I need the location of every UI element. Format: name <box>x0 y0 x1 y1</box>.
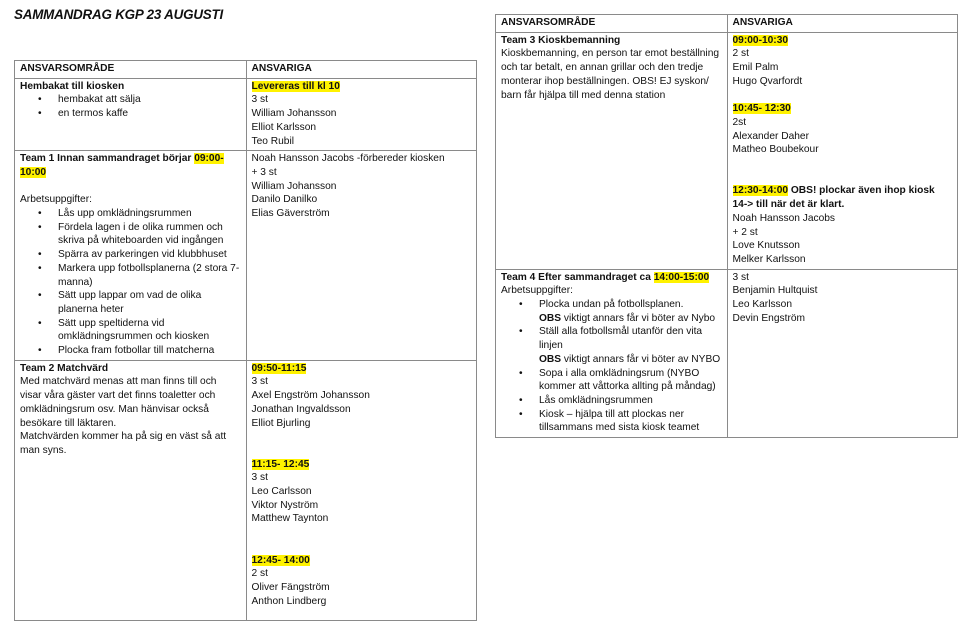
time-highlight: 09:00- <box>194 153 224 165</box>
document-title: SAMMANDRAG KGP 23 AUGUSTI <box>14 7 224 22</box>
row-heading: Team 3 Kioskbemanning <box>501 34 621 46</box>
responsible-cell <box>727 269 957 437</box>
count: + 2 st <box>732 226 758 238</box>
count: 3 st <box>251 94 268 106</box>
person: Leo Karlsson <box>732 299 792 311</box>
bullet-list <box>20 93 241 120</box>
header-area: ANSVARSOMRÅDE <box>15 61 247 79</box>
person: Alexander Daher <box>732 130 809 142</box>
row-heading: Team 1 Innan sammandraget börjar 09:00- 10:00 <box>20 153 224 178</box>
header-area: ANSVARSOMRÅDE <box>496 15 728 33</box>
right-schedule-table <box>495 14 958 438</box>
time-highlight: 10:00 <box>20 166 47 178</box>
list-item: • Plocka undan på fotbollsplanen. OBS viktigt annars får vi böter av Nybo <box>539 298 722 325</box>
row-heading: Team 2 Matchvärd <box>20 362 109 374</box>
lead-person: Noah Hansson Jacobs -förbereder kiosken <box>251 153 445 165</box>
description: Matchvärden kommer ha på sig en väst så att man syns. <box>20 431 227 456</box>
description: Kioskbemanning, en person tar emot beställning och tar betalt, en annan grillar och den tredje monterar ihop beställningen. OBS! EJ syskon/ barn får hjälpa till med denna station <box>501 48 720 101</box>
list-item: • Lås upp omklädningsrummen <box>58 207 241 221</box>
header-responsible: ANSVARIGA <box>727 15 957 33</box>
time-highlight: 10:45- 12:30 <box>732 103 791 115</box>
person: Elliot Karlsson <box>251 121 317 133</box>
area-cell <box>15 360 247 621</box>
count: 2st <box>732 116 747 128</box>
count: 3 st <box>732 271 749 283</box>
responsible-cell <box>246 151 476 361</box>
person: William Johansson <box>251 108 337 120</box>
list-item: • Spärra av parkeringen vid klubbhuset <box>58 248 241 262</box>
bullet-list <box>20 207 241 358</box>
row-heading: Hembakat till kiosken <box>20 80 125 92</box>
person: Matthew Taynton <box>251 513 329 525</box>
time-highlight: 14:00-15:00 <box>653 271 710 283</box>
table-row-team1 <box>15 151 477 361</box>
person: Emil Palm <box>732 62 779 74</box>
time-highlight: 12:45- 14:00 <box>251 554 310 566</box>
table-header-row <box>496 15 958 33</box>
obs-label: OBS <box>539 353 562 365</box>
list-item: • en termos kaffe <box>58 107 241 121</box>
list-item: • Lås omklädningsrummen <box>539 394 722 408</box>
area-cell <box>496 32 728 269</box>
table-row-team3 <box>496 32 958 269</box>
count: 3 st <box>251 376 268 388</box>
bullet-list <box>501 298 722 435</box>
table-row-hembakat <box>15 78 477 151</box>
person: Jonathan Ingvaldsson <box>251 403 351 415</box>
table-row-team4 <box>496 269 958 437</box>
time-highlight: 12:30-14:00 <box>732 185 789 197</box>
responsible-cell <box>246 78 476 151</box>
count: 3 st <box>251 472 268 484</box>
person: Melker Karlsson <box>732 253 806 265</box>
list-item: • Sopa i alla omklädningsrum (NYBO kommer att våttorka allting på måndag) <box>539 367 722 394</box>
person: Oliver Fängström <box>251 581 330 593</box>
description: Med matchvärd menas att man finns till och visar våra gäster vart det finns toaletter och omklädningsrum osv. Man hänvisar också besökare till läktaren. <box>20 376 217 429</box>
person: Hugo Qvarfordt <box>732 75 803 87</box>
list-item: • Fördela lagen i de olika rummen och skriva på whiteboarden vid ingången <box>58 221 241 248</box>
list-item: • Plocka fram fotbollar till matcherna <box>58 344 241 358</box>
list-item: • Markera upp fotbollsplanerna (2 stora 7-manna) <box>58 262 241 289</box>
lead-person: Noah Hansson Jacobs <box>732 212 836 224</box>
person: Teo Rubil <box>251 135 294 147</box>
tasks-label: Arbetsuppgifter: <box>501 285 573 297</box>
responsible-cell <box>246 360 476 621</box>
tasks-label: Arbetsuppgifter: <box>20 194 92 206</box>
person: William Johansson <box>251 180 337 192</box>
table-header-row <box>15 61 477 79</box>
obs-label: OBS <box>539 312 562 324</box>
row-heading: Team 4 Efter sammandraget ca 14:00-15:00 <box>501 271 710 283</box>
list-item: • hembakat att sälja <box>58 93 241 107</box>
time-highlight: 09:50-11:15 <box>251 362 307 374</box>
person: Matheo Boubekour <box>732 144 819 156</box>
shift-heading <box>733 184 952 211</box>
responsible-cell <box>727 32 957 269</box>
person: Axel Engström Johansson <box>251 390 370 402</box>
list-item: • Ställ alla fotbollsmål utanför den vita linjen OBS viktigt annars får vi böter av NYBO <box>539 325 722 366</box>
list-item: • Kiosk – hjälpa till att plockas ner tillsammans med sista kiosk teamet <box>539 408 722 435</box>
count: 2 st <box>732 48 749 60</box>
count: + 3 st <box>251 166 277 178</box>
time-highlight: 09:00-10:30 <box>732 34 789 46</box>
person: Love Knutsson <box>732 240 800 252</box>
shift-note: OBS! plockar även ihop kiosk 14-> till när det är klart. <box>732 185 935 211</box>
area-cell <box>15 151 247 361</box>
area-cell <box>15 78 247 151</box>
table-row-team2 <box>15 360 477 621</box>
time-highlight: 11:15- 12:45 <box>251 458 310 470</box>
person: Danilo Danilko <box>251 194 318 206</box>
count: 2 st <box>251 568 268 580</box>
person: Benjamin Hultquist <box>732 285 818 297</box>
person: Elliot Bjurling <box>251 417 311 429</box>
header-responsible: ANSVARIGA <box>246 61 476 79</box>
list-item: • Sätt upp lappar om vad de olika planerna heter <box>58 289 241 316</box>
time-highlight: Levereras till kl 10 <box>251 80 340 92</box>
person: Anthon Lindberg <box>251 595 327 607</box>
person: Devin Engström <box>732 312 805 324</box>
person: Elias Gäverström <box>251 208 330 220</box>
person: Leo Carlsson <box>251 486 312 498</box>
person: Viktor Nyström <box>251 499 319 511</box>
left-schedule-table <box>14 60 477 621</box>
list-item: • Sätt upp speltiderna vid omklädningsrummen och kiosken <box>58 317 241 344</box>
area-cell <box>496 269 728 437</box>
